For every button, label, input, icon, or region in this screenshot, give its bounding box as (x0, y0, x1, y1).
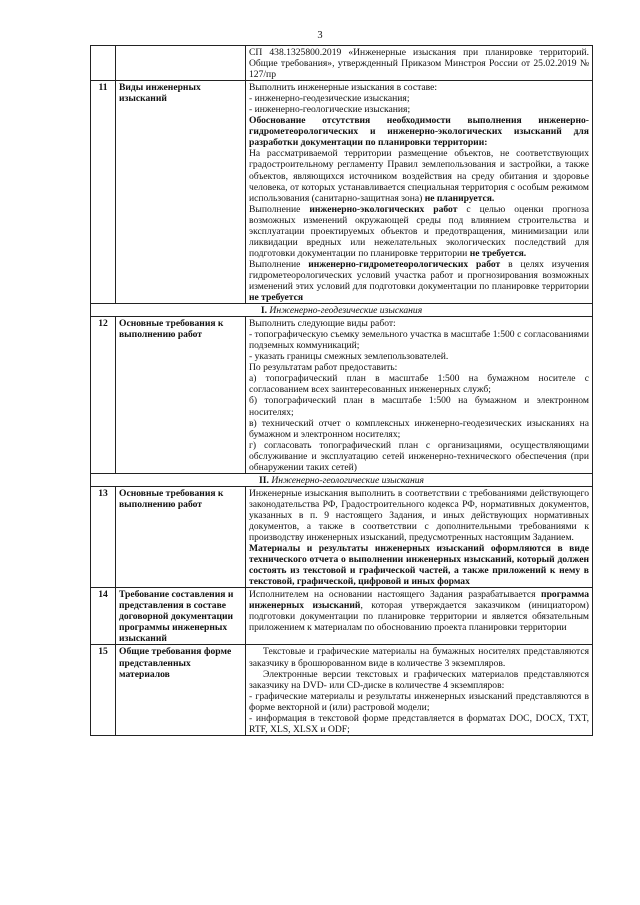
paragraph-text: Выполнение (249, 203, 301, 215)
row-number: 15 (91, 645, 116, 735)
table-row-12 (91, 317, 593, 474)
row-number: 14 (91, 588, 116, 645)
row-name: Требование составления и представления в составе договорной документации программы инженерных изысканий (116, 588, 246, 645)
paragraph-text: На рассматриваемой территории размещение объектов, не соответствующих градостроительному регламенту Правил землепользования и застройки, а также объектов, являющихся источником воздействия на среду обитания и здоровье человека, от которых устанавливается специальная территория с особым режимом использования (санитарно-защитная зона) (249, 148, 589, 204)
table-row-15 (91, 645, 593, 735)
content-line: - указать границы смежных землепользователей. (249, 351, 449, 363)
row-content (246, 588, 593, 645)
row-number: 13 (91, 486, 116, 587)
section-title (91, 473, 593, 486)
section-title (91, 304, 593, 317)
row-name: Основные требования к выполнению работ (116, 486, 246, 587)
content-line: г) согласовать топографический план с организациями, осуществляющими обслуживание и эксплуатацию сетей инженерно-технического обеспечения (при обнаружении таких сетей) (249, 439, 589, 473)
content-line: По результатам работ предоставить: (249, 362, 398, 374)
table-row-14 (91, 588, 593, 645)
section-header-row (91, 473, 593, 486)
paragraph (249, 148, 589, 203)
row-content (246, 645, 593, 735)
row-name: Виды инженерных изысканий (116, 81, 246, 304)
paragraph-emphasis: не требуется (249, 292, 304, 304)
content-line: в) технический отчет о комплексных инженерно-геодезических изысканиях на бумажном и электронном носителях; (249, 417, 589, 440)
content-intro: Выполнить инженерные изыскания в составе: (249, 82, 438, 94)
paragraph-text: Исполнителем на основании настоящего Задания разрабатывается (249, 589, 536, 601)
paragraph-emphasis: инженерно-гидрометеорологических работ (308, 258, 501, 270)
row-name: Основные требования к выполнению работ (116, 317, 246, 474)
row-name: Общие требования форме представленных материалов (116, 645, 246, 735)
content-line: б) топографический план в масштабе 1:500 на бумажном и электронном носителях; (249, 395, 589, 418)
page-number: 3 (317, 30, 323, 41)
paragraph (249, 259, 589, 303)
content-line: - информация в текстовой форме представляется в форматах DOC, DOCX, TXT, RTF, XLS, XLSX и ODF; (249, 712, 589, 735)
content-heading: Обоснование отсутствия необходимости выполнения инженерно-гидрометеорологических и инженерно-экологических изысканий для разработки документации по планировки территории: (249, 115, 589, 149)
section-numeral: II. (259, 474, 269, 486)
list-item: - инженерно-геодезические изыскания; (249, 93, 410, 105)
table-row-13 (91, 486, 593, 587)
paragraph-emphasis: программа инженерных изысканий (249, 589, 589, 612)
content-line: а) топографический план в масштабе 1:500 на бумажном носителе с согласованием всех заинтересованных инженерных служб; (249, 373, 589, 396)
continuation-cell: СП 438.1325800.2019 «Инженерные изыскания при планировке территорий. Общие требования», утвержденный Приказом Минстроя России от 25.02.2019 № 127/пр (246, 46, 593, 81)
row-content (246, 486, 593, 587)
row-number-empty (91, 46, 116, 81)
row-number: 12 (91, 317, 116, 474)
paragraph-emphasis: инженерно-экологических работ (309, 203, 458, 215)
section-name: Инженерно-геодезические изыскания (269, 305, 423, 317)
paragraph-emphasis: не планируется. (424, 192, 495, 204)
list-item: - инженерно-геологические изыскания; (249, 104, 411, 116)
section-name: Инженерно-геологические изыскания (271, 474, 424, 486)
content-line: Электронные версии текстовых и графических материалов представляются заказчику на DVD- или CD-диске в количестве 4 экземпляров: (249, 668, 589, 691)
row-number: 11 (91, 81, 116, 304)
table-row-continuation (91, 46, 593, 81)
content-line: - графические материалы и результаты инженерных изысканий представляются в форме векторной и (или) растровой модели; (249, 690, 589, 713)
paragraph-emphasis: Материалы и результаты инженерных изысканий оформляются в виде технического отчета о выполнении инженерных изысканий, который должен состоять из текстовой и графической частей, а также приложений к нему в текстовой, графической, цифровой и иных формах (249, 543, 589, 588)
row-content (246, 317, 593, 474)
paragraph-emphasis: не требуется. (469, 247, 527, 259)
content-line: Текстовые и графические материалы на бумажных носителях представляются заказчику в брошюрованном виде в количестве 3 экземпляров. (249, 646, 589, 669)
row-content (246, 81, 593, 304)
paragraph-text: в целях изучения гидрометеорологических условий участка работ и прогнозирования возможных изменений этих условий для подготовки документации по планировке территории (249, 258, 590, 292)
paragraph-text: с целью оценки прогноза возможных изменений окружающей среды под влиянием строительства и эксплуатации проектируемых объектов и предотвращения, минимизации или ликвидации вредных или нежелательных экологических последствий для подготовки документации по планировке территории (249, 203, 590, 259)
paragraph: Инженерные изыскания выполнить в соответствии с требованиями действующего законодательства РФ, Градостроительного кодекса РФ, нормативных документов, указанных в п. 9 настоящего Задания, и иных действующих нормативных документов, а также в соответствии с дополнительными требованиями к производству инженерных изысканий, предусмотренных настоящим Заданием. (249, 487, 589, 544)
paragraph-text: Выполнение (249, 258, 301, 270)
content-line: - топографическую съемку земельного участка в масштабе 1:500 с согласованиями подземных коммуникаций; (249, 329, 589, 352)
row-name-empty (116, 46, 246, 81)
paragraph (249, 204, 589, 259)
paragraph (249, 589, 589, 633)
specification-table (90, 45, 593, 736)
table-row-11 (91, 81, 593, 304)
content-line: Выполнить следующие виды работ: (249, 318, 396, 330)
paragraph-text: , которая утверждается заказчиком (инициатором) подготовки документации по планировке территории и является обязательным приложением к материалам по обоснованию проекта планировки территории (249, 600, 590, 634)
section-header-row (91, 304, 593, 317)
section-numeral: I. (260, 305, 267, 317)
